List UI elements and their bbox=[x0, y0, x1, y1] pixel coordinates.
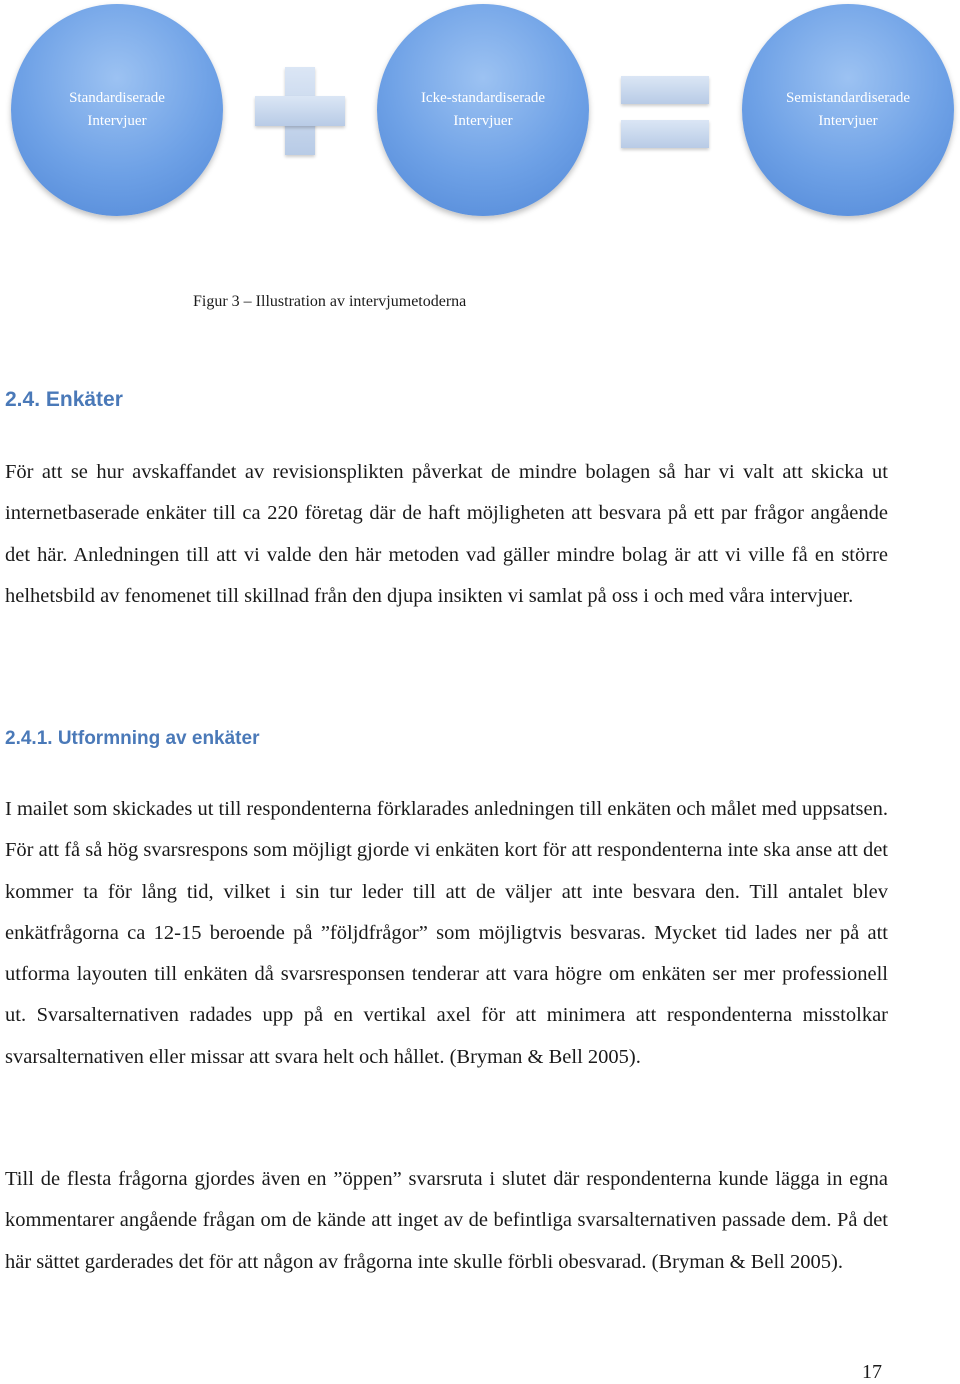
circle-semi-standardized bbox=[742, 4, 954, 216]
subsection-paragraph-2: Till de flesta frågorna gjordes även en ”öppen” svarsruta i slutet där respondenterna kunde lägga in egna kommentarer angående frågan om de kände att inget av de befintliga svarsalternativen passade dem. På det här sättet garderades det för att någon av frågorna inte skulle förbli obesvarad. (Bryman & Bell 2005). bbox=[5, 1168, 888, 1273]
circle-label-line1: Icke-standardiserade bbox=[420, 90, 546, 106]
circle-label-line2: Intervjuer bbox=[453, 113, 513, 129]
circle-label-line2: Intervjuer bbox=[818, 113, 878, 129]
figure-caption: Figur 3 – Illustration av intervjumetoderna bbox=[193, 293, 467, 310]
page-number: 17 bbox=[862, 1361, 882, 1383]
methods-diagram bbox=[0, 0, 960, 240]
circle-label-line1: Standardiserade bbox=[69, 90, 165, 106]
circle-standardized bbox=[11, 4, 223, 216]
section-paragraph: För att se hur avskaffandet av revisionsplikten påverkat de mindre bolagen så har vi valt att skicka ut internetbaserade enkäter till ca 220 företag där de haft möjligheten att besvara på ett par frågor angående det här. Anledningen till att vi valde den här metoden vad gäller mindre bolag är att vi ville få en större helhetsbild av fenomenet till skillnad från den djupa insikten vi samlat på oss i och med våra intervjuer. bbox=[5, 461, 888, 607]
circle-non-standardized bbox=[377, 4, 589, 216]
circle-label-line2: Intervjuer bbox=[87, 113, 147, 129]
subsection-heading: 2.4.1. Utformning av enkäter bbox=[5, 728, 260, 749]
section-heading: 2.4. Enkäter bbox=[5, 388, 123, 411]
subsection-paragraph-1: I mailet som skickades ut till respondenterna förklarades anledningen till enkäten och målet med uppsatsen. För att få så hög svarsrespons som möjligt gjorde vi enkäten kort för att respondenterna inte ska anse att det kommer ta för lång tid, vilket i sin tur leder till att de väljer att inte besvara den. Till antalet blev enkätfrågorna ca 12-15 beroende på ”följdfrågor” som möjligtvis besvaras. Mycket tid lades ner på att utforma layouten till enkäten då svarsresponsen tenderar att vara högre om enkäten ser mer professionell ut. Svarsalternativen radades upp på en vertikal axel för att minimera att respondenterna misstolkar svarsalternativen eller missar att svara helt och hållet. (Bryman & Bell 2005). bbox=[5, 798, 888, 1068]
circle-label-line1: Semistandardiserade bbox=[785, 90, 911, 106]
